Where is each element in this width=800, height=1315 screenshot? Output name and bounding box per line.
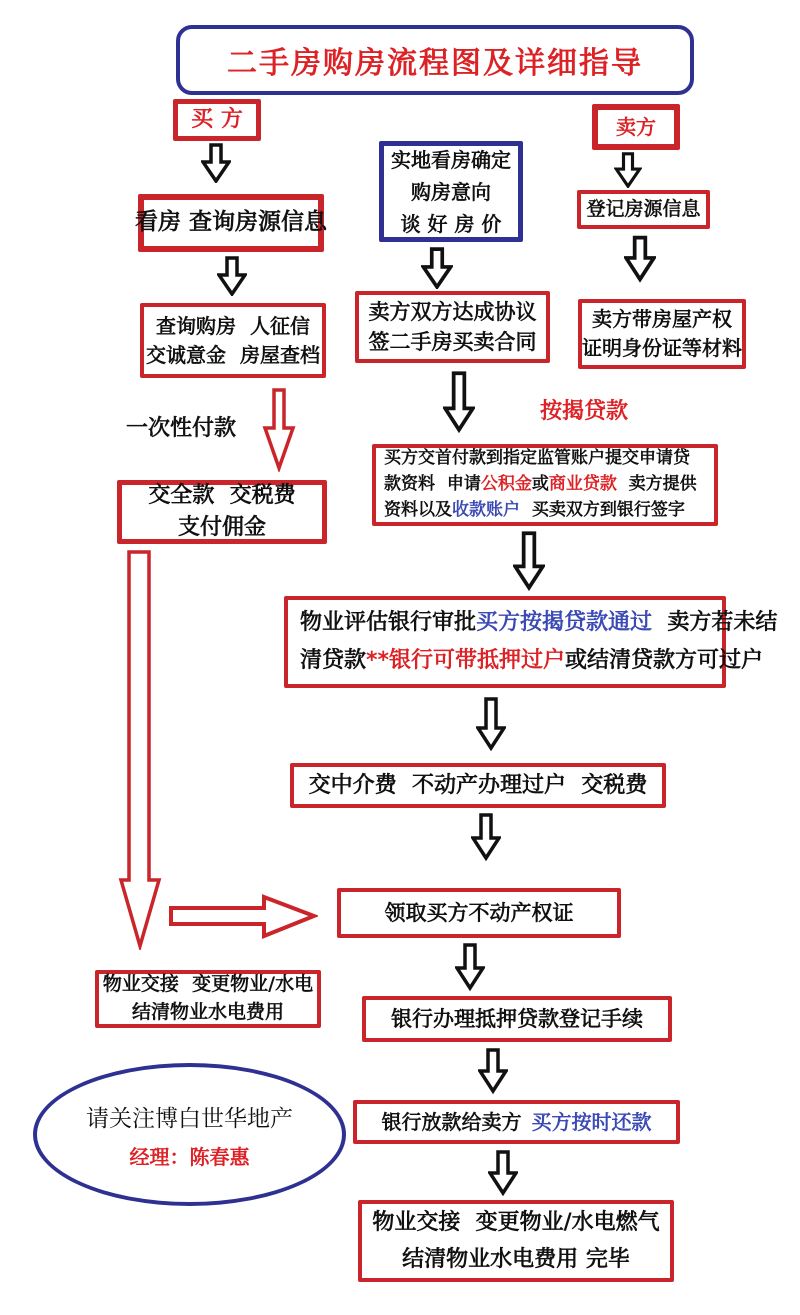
- bank-release-label: 银行放款给卖方: [381, 1109, 522, 1134]
- page-title-text: 二手房购房流程图及详细指导: [227, 46, 643, 81]
- property-cert-box: [337, 888, 621, 938]
- final-handover-line2: 结清物业水电费用 完毕: [402, 1247, 630, 1272]
- credit-check-line2: 交诚意金 房屋查档: [146, 342, 320, 367]
- approval-line1: 物业评估银行审批买方按揭贷款通过 卖方若未结: [300, 609, 778, 635]
- receiving-account-highlight: 收款账户: [452, 499, 520, 520]
- down-arrow-icon: [471, 811, 501, 863]
- agreement-line2: 签二手房买卖合同: [368, 330, 537, 354]
- agreement-box: [355, 291, 550, 363]
- property-handover-left-box: [95, 970, 321, 1028]
- agency-contact-line2: 经理：陈春惠: [129, 1144, 250, 1169]
- credit-check-line1: 查询购房 人征信: [156, 313, 310, 338]
- loan-line1: 买方交首付款到指定监管账户提交申请贷: [384, 448, 690, 469]
- down-arrow-icon: [513, 531, 545, 591]
- loan-application-box: [372, 444, 718, 526]
- transfer-with-mortgage-highlight: **银行可带抵押过户: [366, 648, 566, 673]
- seller-box: [592, 104, 680, 150]
- view-house-label: 看房 查询房源信息: [135, 209, 328, 236]
- onsite-view-line2: 购房意向: [411, 179, 491, 204]
- handover-left-line1: 物业交接 变更物业/水电: [102, 973, 314, 996]
- buyer-label: 买 方: [191, 107, 243, 133]
- mortgage-register-box: [362, 996, 672, 1042]
- view-house-box: [135, 194, 328, 252]
- down-arrow-icon: [476, 695, 506, 753]
- repay-on-time-highlight: 买方按时还款: [531, 1109, 652, 1134]
- seller-docs-line1: 卖方带房屋产权: [592, 307, 732, 331]
- listing-box: [577, 190, 710, 229]
- commercial-loan-highlight: 商业贷款: [548, 474, 617, 495]
- mortgage-approved-highlight: 买方按揭贷款通过: [476, 609, 653, 635]
- final-handover-line1: 物业交接 变更物业/水电燃气: [372, 1209, 660, 1235]
- down-arrow-icon: [478, 1046, 508, 1096]
- final-handover-box: [358, 1200, 674, 1282]
- mortgage-register-label: 银行办理抵押贷款登记手续: [391, 1006, 643, 1031]
- seller-docs-line2: 证明身份证等材料: [582, 336, 742, 360]
- agency-contact-ellipse: [33, 1063, 346, 1206]
- red-down-arrow-icon: [262, 388, 296, 472]
- bank-release-box: [353, 1100, 680, 1144]
- mortgage-label: 按揭贷款: [540, 399, 629, 424]
- listing-label: 登记房源信息: [586, 197, 701, 220]
- agency-contact-line1: 请关注博白世华地产: [86, 1105, 293, 1132]
- down-arrow-icon: [217, 256, 247, 296]
- credit-check-box: [140, 303, 326, 378]
- bank-approval-box: [284, 596, 778, 688]
- loan-line3: 资料以及收款账户 买卖双方到银行签字: [384, 499, 685, 520]
- down-arrow-icon: [443, 371, 475, 433]
- full-payment-box: [117, 480, 327, 544]
- approval-line2: 清贷款**银行可带抵押过户或结清贷款方可过户: [300, 648, 764, 673]
- seller-docs-box: [578, 299, 746, 369]
- down-arrow-icon: [201, 143, 231, 183]
- down-arrow-icon: [614, 152, 642, 188]
- red-right-arrow-icon: [168, 893, 318, 941]
- page-title: [176, 25, 694, 95]
- down-arrow-icon: [455, 941, 485, 993]
- down-arrow-icon: [488, 1148, 518, 1198]
- onsite-view-line3: 谈 好 房 价: [400, 211, 502, 236]
- agency-fee-label: 交中介费 不动产办理过户 交税费: [308, 772, 648, 798]
- seller-label: 卖方: [616, 114, 656, 139]
- full-payment-line1: 交全款 交税费: [148, 483, 296, 509]
- handover-left-line2: 结清物业水电费用: [131, 1001, 284, 1023]
- down-arrow-icon: [421, 247, 453, 289]
- onsite-view-line1: 实地看房确定: [391, 147, 511, 172]
- property-cert-label: 领取买方不动产权证: [384, 900, 574, 925]
- red-long-down-arrow-icon: [118, 550, 162, 950]
- down-arrow-icon: [624, 235, 656, 283]
- fund-loan-highlight: 公积金: [480, 474, 532, 495]
- buyer-box: [173, 99, 261, 141]
- agency-fee-box: [290, 763, 666, 808]
- onsite-view-box: [379, 141, 523, 242]
- lump-sum-label: 一次性付款: [126, 416, 237, 441]
- agreement-line1: 卖方双方达成协议: [368, 299, 537, 324]
- full-payment-line2: 支付佣金: [177, 515, 266, 540]
- loan-line2: 款资料 申请公积金或商业贷款 卖方提供: [384, 474, 697, 495]
